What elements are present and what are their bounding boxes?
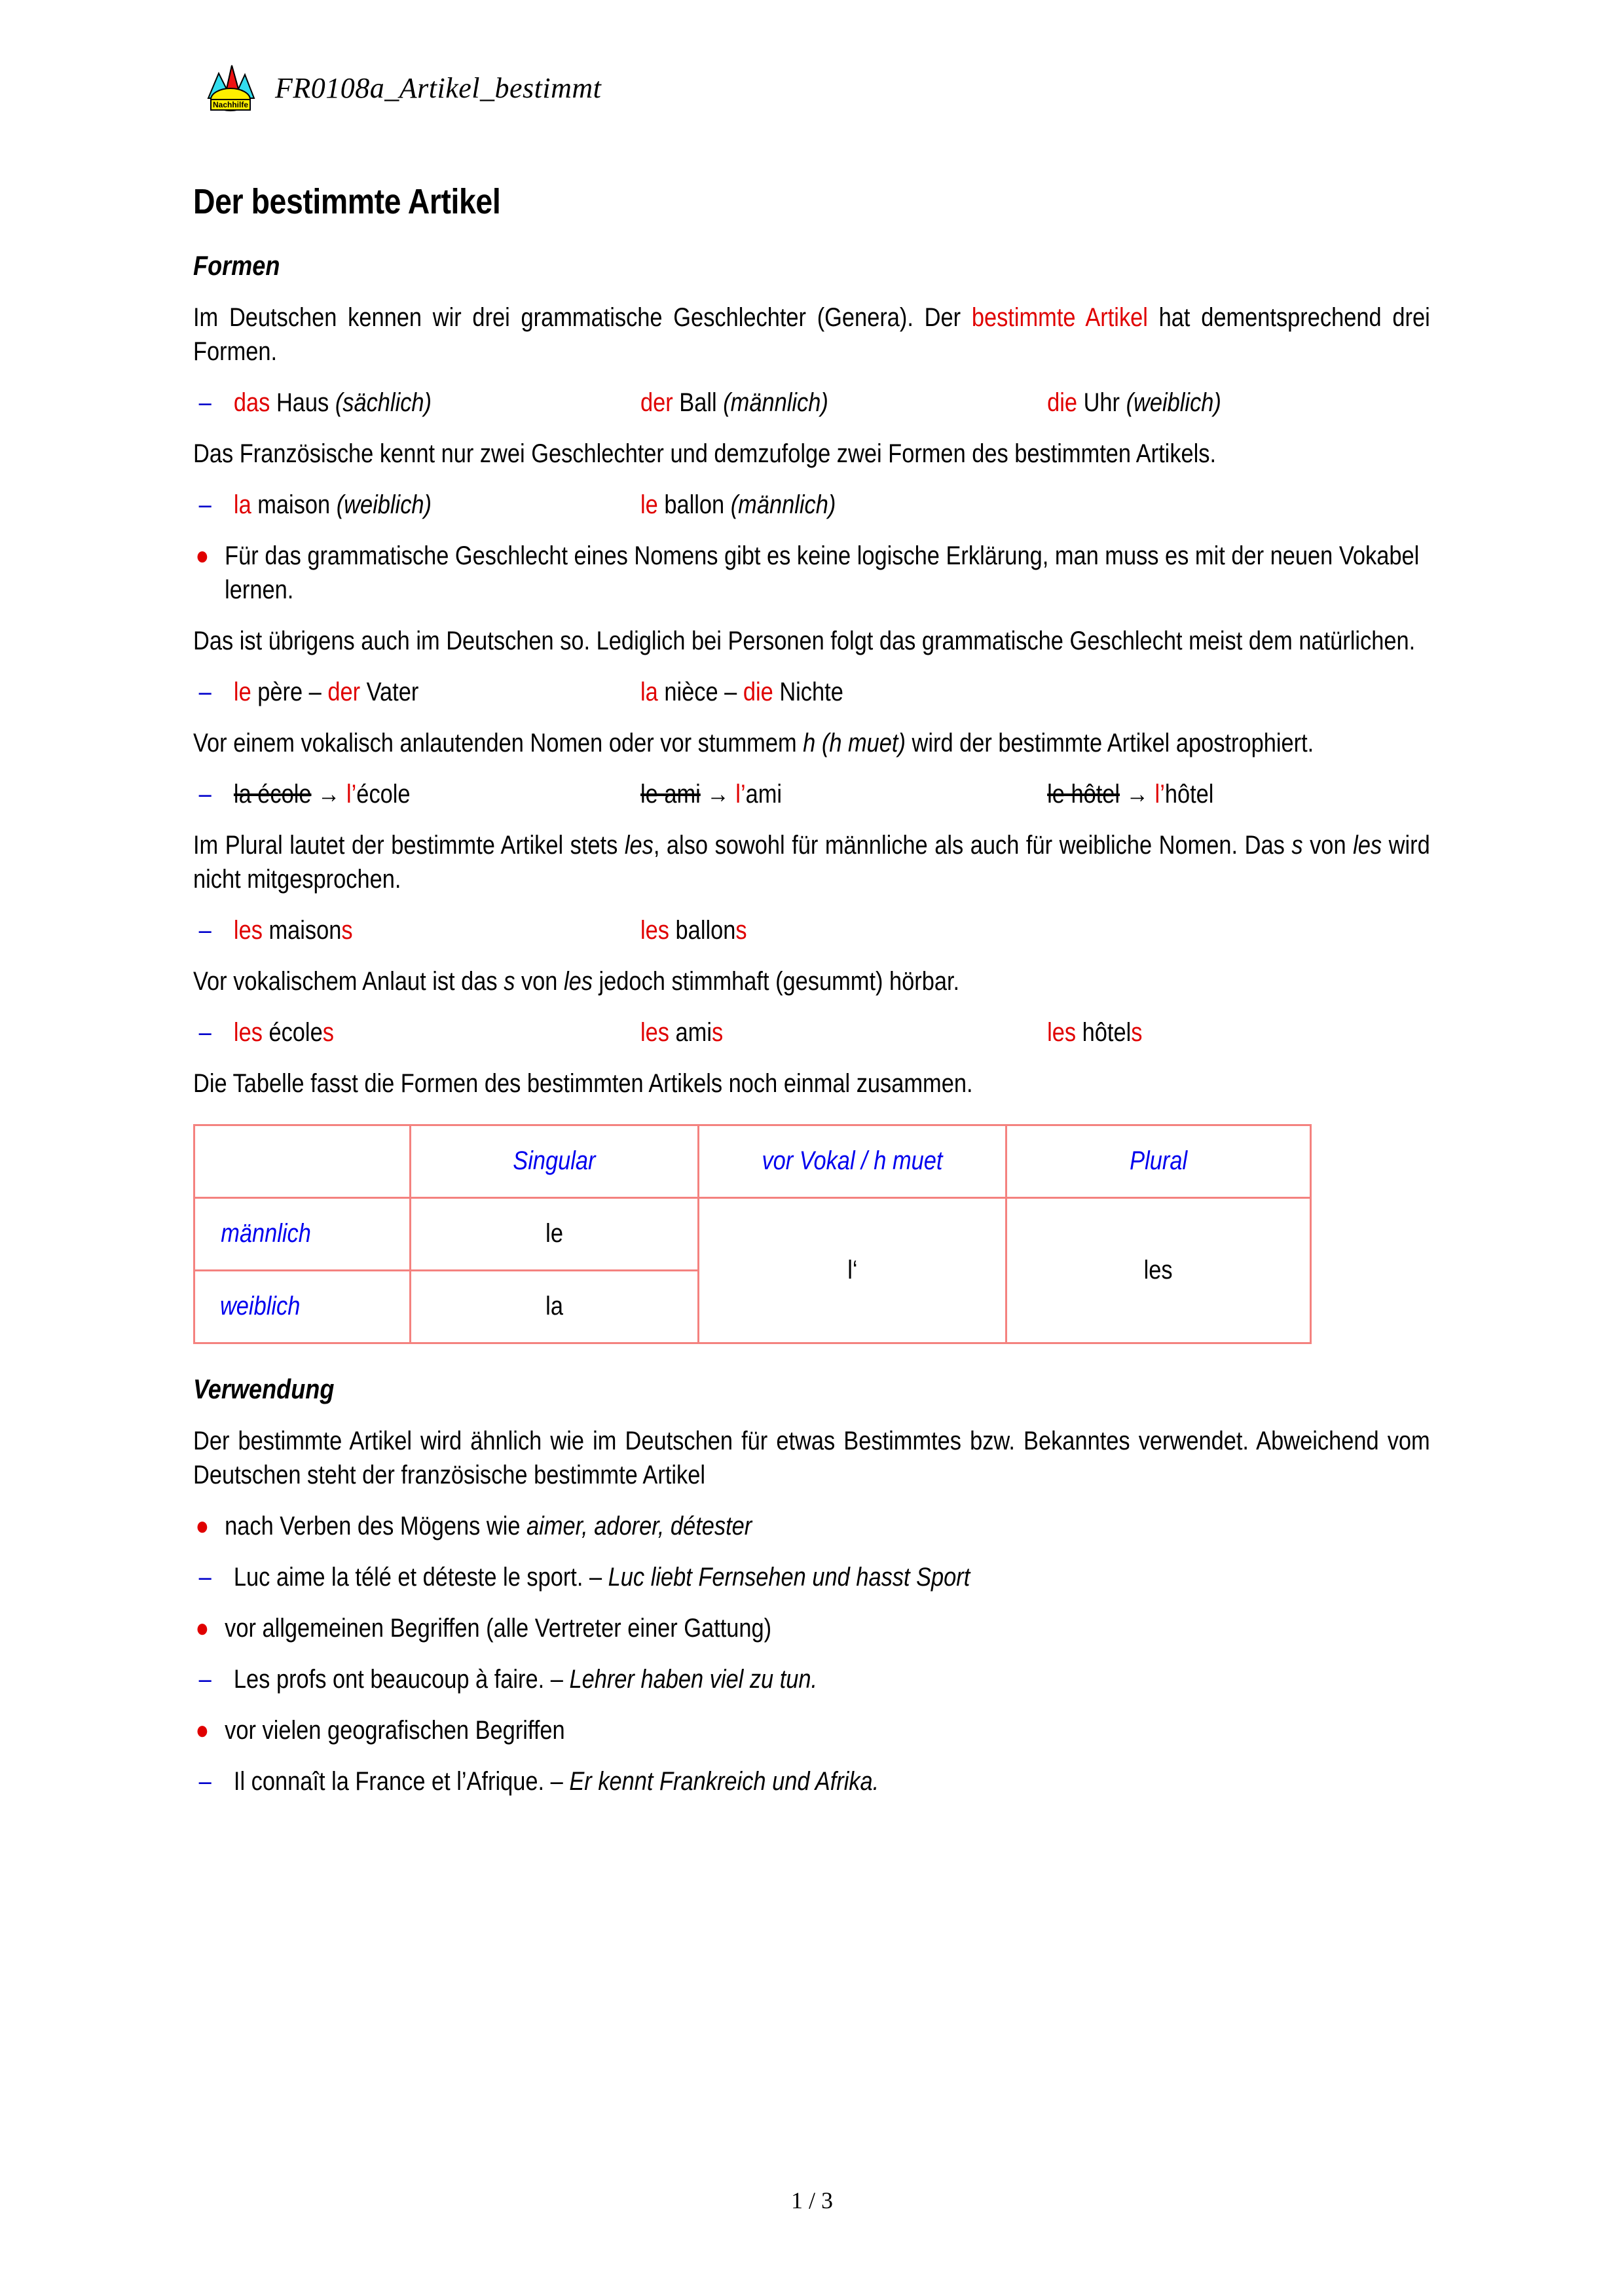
- noun-word: maison: [262, 915, 342, 945]
- plural-s: s: [322, 1017, 334, 1047]
- text-run-italic: s: [1291, 830, 1303, 860]
- example-item: [234, 1015, 640, 1049]
- noun-word: ballon: [657, 490, 731, 519]
- example-item: [234, 488, 640, 522]
- article-word: le: [640, 490, 658, 519]
- text-run: jedoch stimmhaft (gesummt) hörbar.: [592, 966, 960, 996]
- example-french: Les profs ont beaucoup à faire. –: [233, 1665, 570, 1694]
- example-row-persons: [193, 675, 1430, 709]
- dash-marker-icon: –: [198, 1767, 212, 1796]
- article-word-de: der: [327, 677, 361, 706]
- noun-word: ballon: [669, 915, 736, 945]
- article-word: les: [640, 915, 669, 945]
- noun-word: école: [356, 779, 411, 809]
- example-row-elision: [193, 777, 1430, 811]
- usage-example-general-terms: [193, 1662, 1430, 1696]
- article-word: les: [233, 1017, 263, 1047]
- page-header: [203, 63, 601, 113]
- example-item: [1047, 386, 1430, 420]
- table-header-row: [194, 1125, 1311, 1197]
- text-run-italic: les: [624, 830, 654, 860]
- rule-text: nach Verben des Mögens wie: [225, 1512, 527, 1541]
- example-item: [640, 913, 1047, 947]
- noun-word: hôtel: [1164, 779, 1214, 809]
- section-heading-verwendung: Verwendung: [193, 1373, 335, 1404]
- article-word: das: [233, 388, 270, 417]
- forms-summary-table: [193, 1124, 1312, 1344]
- article-word: le: [233, 677, 251, 706]
- example-item-empty: [1047, 488, 1430, 522]
- dash-marker-icon: –: [198, 1665, 212, 1694]
- example-item: [234, 913, 640, 947]
- arrow-icon: →: [700, 779, 736, 809]
- article-word: die: [1047, 388, 1078, 417]
- page-number-label: 1 / 3: [790, 2187, 833, 2214]
- noun-word: hôtel: [1076, 1017, 1132, 1047]
- page-title: Der bestimmte Artikel: [193, 182, 501, 221]
- paragraph-genera: [193, 301, 1430, 369]
- plural-s: s: [341, 915, 353, 945]
- article-word: la: [233, 490, 251, 519]
- paragraph-table-intro: Die Tabelle fasst die Formen des bestimmten Artikels noch einmal zusammen.: [193, 1068, 973, 1098]
- paragraph-natural-gender: Das ist übrigens auch im Deutschen so. Lediglich bei Personen folgt das grammatische Geschlecht meist dem natürlichen.: [193, 626, 1416, 655]
- noun-word: école: [262, 1017, 323, 1047]
- rule-text: vor vielen geografischen Begriffen: [225, 1716, 565, 1745]
- dash-marker-icon: –: [198, 1017, 212, 1047]
- text-run: von: [515, 966, 564, 996]
- paragraph-french-two-genders: Das Französische kennt nur zwei Geschlechter und demzufolge zwei Formen des bestimmten Artikels.: [193, 439, 1217, 468]
- text-run: Vor vokalischem Anlaut ist das: [193, 966, 504, 996]
- noun-word-de: Vater: [360, 677, 419, 706]
- example-german: Lehrer haben viel zu tun.: [569, 1665, 818, 1694]
- example-item: [640, 386, 1047, 420]
- example-french: Il connaît la France et l’Afrique. –: [233, 1767, 570, 1796]
- example-german: Luc liebt Fernsehen und hasst Sport: [608, 1563, 970, 1592]
- note-row-gender-logic: [193, 539, 1430, 607]
- noun-word: ami: [669, 1017, 712, 1047]
- document-body: [193, 183, 1431, 1815]
- article-word: les: [640, 1017, 669, 1047]
- plural-s: s: [711, 1017, 724, 1047]
- example-row-french-genders: [193, 488, 1430, 522]
- example-item: [640, 777, 1047, 811]
- noun-word: Haus: [270, 388, 335, 417]
- usage-example-verbs: [193, 1560, 1430, 1594]
- noun-word: Uhr: [1077, 388, 1126, 417]
- struck-form: la école: [233, 779, 312, 809]
- example-item: [234, 675, 640, 709]
- example-item: [640, 675, 1047, 709]
- text-run: wird der bestimmte Artikel apostrophiert.: [905, 728, 1314, 757]
- text-run-italic: les: [563, 966, 593, 996]
- paragraph-usage-intro: Der bestimmte Artikel wird ähnlich wie im Deutschen für etwas Bestimmtes bzw. Bekanntes verwendet. Abweichend vom Deutschen steht der französische bestimmte Artikel: [193, 1427, 1430, 1490]
- elided-article: l’: [735, 779, 746, 809]
- bullet-marker-icon: ●: [195, 1512, 210, 1541]
- example-item: [234, 777, 640, 811]
- table-col-header-vowel: vor Vokal / h muet: [699, 1125, 1006, 1197]
- plural-s: s: [1131, 1017, 1143, 1047]
- noun-word: Ball: [673, 388, 724, 417]
- elided-article: l’: [346, 779, 357, 809]
- noun-word: nièce –: [657, 677, 743, 706]
- usage-example-geography: [193, 1764, 1430, 1798]
- bullet-marker-icon: ●: [195, 541, 210, 570]
- document-code-label: FR0108a_Artikel_bestimmt: [275, 71, 602, 104]
- dash-marker-icon: –: [198, 388, 212, 417]
- text-run: Im Plural lautet der bestimmte Artikel stets: [193, 830, 625, 860]
- table-row-header-feminine: weiblich: [194, 1270, 411, 1343]
- article-word: les: [233, 915, 263, 945]
- arrow-icon: →: [1120, 779, 1155, 809]
- dash-marker-icon: –: [198, 915, 212, 945]
- example-french: Luc aime la télé et déteste le sport. –: [233, 1563, 608, 1592]
- noun-word: père –: [251, 677, 328, 706]
- paragraph-liaison: [193, 964, 1430, 998]
- example-row-plural-liaison: [193, 1015, 1430, 1049]
- struck-form: le ami: [640, 779, 701, 809]
- text-run-italic: s: [504, 966, 515, 996]
- table-col-header-singular: Singular: [411, 1125, 699, 1197]
- table-corner-cell: [194, 1125, 411, 1197]
- dash-marker-icon: –: [198, 677, 212, 706]
- section-heading-formen: Formen: [193, 249, 280, 281]
- paragraph-elision-rule: [193, 726, 1430, 760]
- rule-text: vor allgemeinen Begriffen (alle Vertreter einer Gattung): [225, 1614, 772, 1643]
- dash-marker-icon: –: [198, 779, 212, 809]
- bullet-marker-icon: ●: [195, 1716, 210, 1745]
- text-run-highlight: bestimmte Artikel: [971, 302, 1148, 332]
- article-word: der: [640, 388, 673, 417]
- dash-marker-icon: –: [198, 1563, 212, 1592]
- text-run: wird nicht mitgesprochen.: [193, 830, 1430, 894]
- nachhilfe-logo-icon: [203, 63, 258, 113]
- example-item-empty: [1047, 675, 1430, 709]
- example-german: Er kennt Frankreich und Afrika.: [569, 1767, 879, 1796]
- gender-note: (sächlich): [335, 388, 432, 417]
- example-item: [640, 488, 1047, 522]
- struck-form: le hôtel: [1047, 779, 1120, 809]
- usage-rule-general-terms: [193, 1611, 1430, 1645]
- usage-rule-geography: [193, 1713, 1430, 1747]
- svg-text:Nachhilfe: Nachhilfe: [212, 100, 249, 109]
- text-run: Im Deutschen kennen wir drei grammatische Geschlechter (Genera). Der: [193, 302, 972, 332]
- text-run: , also sowohl für männliche als auch für weibliche Nomen. Das: [653, 830, 1292, 860]
- noun-word: ami: [745, 779, 783, 809]
- example-item: [1047, 1015, 1430, 1049]
- example-row-german-genders: [193, 386, 1430, 420]
- note-text: Für das grammatische Geschlecht eines Nomens gibt es keine logische Erklärung, man muss es mit der neuen Vokabel lernen.: [225, 541, 1420, 604]
- usage-rule-verbs: [193, 1509, 1430, 1543]
- article-word: la: [640, 677, 658, 706]
- rule-text-italic: aimer, adorer, détester: [526, 1512, 752, 1541]
- text-run: von: [1302, 830, 1354, 860]
- example-item: [234, 386, 640, 420]
- forms-table-wrapper: [193, 1124, 1431, 1344]
- text-run-italic: h (h muet): [803, 728, 906, 757]
- table-col-header-plural: Plural: [1006, 1125, 1311, 1197]
- text-run: Vor einem vokalisch anlautenden Nomen oder vor stummem: [193, 728, 803, 757]
- text-run: hat dementsprechend drei Formen.: [193, 302, 1430, 366]
- dash-marker-icon: –: [198, 490, 212, 519]
- example-item: [640, 1015, 1047, 1049]
- arrow-icon: →: [311, 779, 347, 809]
- gender-note: (männlich): [730, 490, 836, 519]
- gender-note: (weiblich): [336, 490, 432, 519]
- bullet-marker-icon: ●: [195, 1614, 210, 1643]
- example-item: [1047, 777, 1430, 811]
- table-row-header-masculine: männlich: [194, 1197, 411, 1270]
- example-row-plural-silent: [193, 913, 1430, 947]
- article-word-de: die: [743, 677, 773, 706]
- text-run-italic: les: [1353, 830, 1382, 860]
- page-footer: [0, 2187, 1624, 2214]
- elided-article: l’: [1154, 779, 1165, 809]
- table-cell-singular-feminine: la: [411, 1270, 699, 1343]
- paragraph-plural-les: [193, 828, 1430, 896]
- noun-word: maison: [251, 490, 337, 519]
- gender-note: (männlich): [723, 388, 828, 417]
- noun-word-de: Nichte: [773, 677, 843, 706]
- table-cell-singular-masculine: le: [411, 1197, 699, 1270]
- table-cell-elision: l‘: [699, 1197, 1006, 1343]
- article-word: les: [1047, 1017, 1077, 1047]
- table-cell-plural: les: [1006, 1197, 1311, 1343]
- gender-note: (weiblich): [1126, 388, 1221, 417]
- table-row: [194, 1197, 1311, 1270]
- example-item-empty: [1047, 913, 1430, 947]
- plural-s: s: [735, 915, 747, 945]
